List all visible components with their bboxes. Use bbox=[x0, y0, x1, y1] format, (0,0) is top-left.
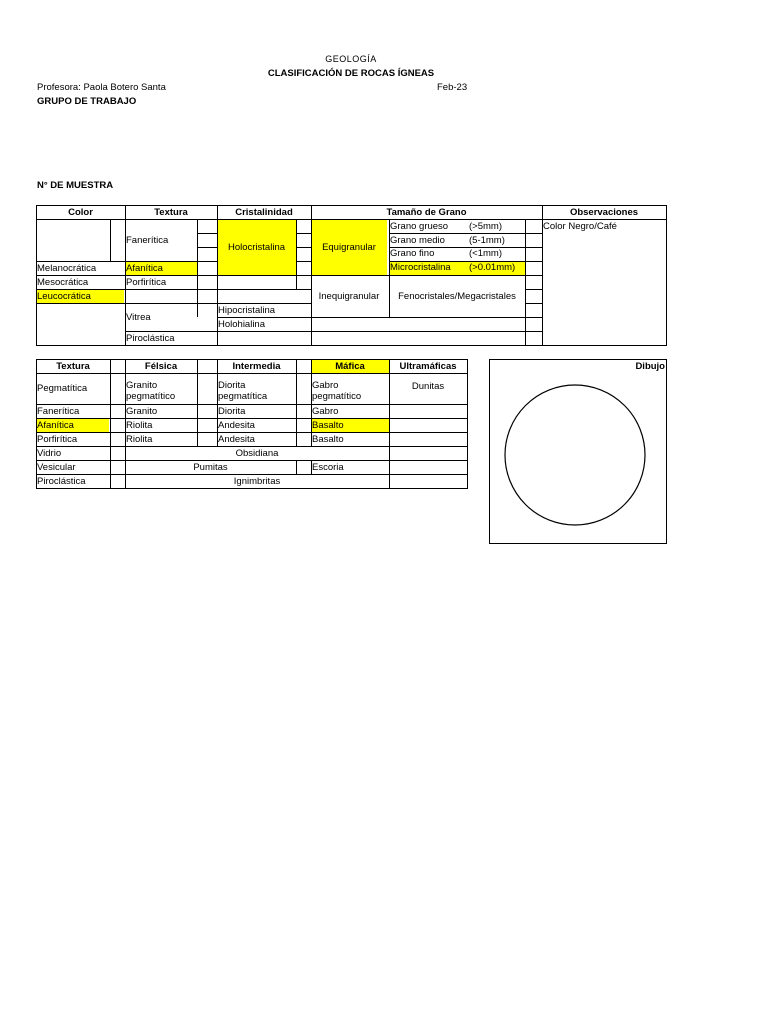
t2-obsidiana: Obsidiana bbox=[235, 447, 279, 459]
t2-granito: Granito bbox=[126, 405, 158, 417]
header-tamano-grano: Tamaño de Grano bbox=[386, 206, 467, 218]
t2-diorita: Diorita bbox=[218, 405, 246, 417]
t2-header-intermedia: Intermedia bbox=[232, 360, 281, 372]
t2-header-felsica: Félsica bbox=[144, 360, 178, 372]
t2-afanitica: Afanítica bbox=[37, 419, 74, 431]
sample-number-label: N° DE MUESTRA bbox=[37, 180, 114, 191]
observaciones-value: Color Negro/Café bbox=[543, 221, 617, 232]
header-color: Color bbox=[68, 206, 93, 218]
t2-andesita-2: Andesita bbox=[218, 433, 255, 445]
t2-header-mafica: Máfica bbox=[335, 360, 365, 372]
tamano-equigranular: Equigranular bbox=[322, 242, 376, 253]
document-title: CLASIFICACIÓN DE ROCAS ÍGNEAS bbox=[267, 68, 435, 79]
grano-medio: Grano medio bbox=[390, 235, 445, 246]
t2-porfiritica: Porfirítica bbox=[37, 433, 78, 445]
microcristalina-size: (>0.01mm) bbox=[469, 262, 516, 273]
t2-header-ultramaficas: Ultramáficas bbox=[399, 360, 457, 372]
t2-diorita-pegmatitica: Diorita pegmatítica bbox=[218, 380, 268, 402]
t2-header-textura: Textura bbox=[56, 360, 90, 372]
t2-basalto: Basalto bbox=[312, 419, 344, 431]
t2-piroclastica: Piroclástica bbox=[37, 475, 86, 487]
t2-gabro-pegmatitico: Gabro pegmatítico bbox=[312, 380, 362, 402]
t2-riolita: Riolita bbox=[126, 419, 153, 431]
t2-pegmatitica: Pegmatítica bbox=[37, 383, 88, 394]
fenocristales-megacristales: Fenocristales/Megacristales bbox=[398, 290, 516, 302]
drawing-circle bbox=[490, 360, 666, 543]
t2-vesicular: Vesicular bbox=[37, 461, 76, 473]
textura-faneritica: Fanerítica bbox=[126, 234, 169, 246]
textura-piroclastica: Piroclástica bbox=[126, 332, 175, 344]
drawing-box[interactable] bbox=[489, 359, 667, 544]
t2-dunitas: Dunitas bbox=[411, 381, 445, 392]
cristalinidad-hipocristalina: Hipocristalina bbox=[218, 304, 276, 316]
t2-escoria: Escoria bbox=[312, 461, 344, 473]
header-cristalinidad: Cristalinidad bbox=[235, 206, 293, 218]
grano-fino: Grano fino bbox=[390, 248, 435, 259]
grano-grueso: Grano grueso bbox=[390, 221, 449, 232]
grano-fino-size: (<1mm) bbox=[469, 248, 502, 259]
tamano-inequigranular: Inequigranular bbox=[318, 290, 380, 302]
cristalinidad-holocristalina: Holocristalina bbox=[227, 242, 286, 253]
header-textura: Textura bbox=[154, 206, 188, 218]
textura-vitrea: Vitrea bbox=[126, 311, 151, 323]
microcristalina: Microcristalina bbox=[390, 262, 451, 273]
t2-basalto-2: Basalto bbox=[312, 433, 344, 445]
teacher-name: Profesora: Paola Botero Santa bbox=[37, 82, 166, 93]
t2-ignimbritas: Ignimbritas bbox=[233, 475, 281, 487]
textura-afanitica: Afanítica bbox=[126, 262, 163, 274]
t2-andesita: Andesita bbox=[218, 419, 255, 431]
color-leucocratica: Leucocrática bbox=[37, 290, 91, 302]
drawing-label: Dibujo bbox=[635, 361, 665, 372]
textura-porfiritica: Porfirítica bbox=[126, 276, 167, 288]
header-observaciones: Observaciones bbox=[569, 206, 639, 218]
t2-vidrio: Vidrio bbox=[37, 447, 62, 459]
t2-faneritica: Fanerítica bbox=[37, 405, 80, 417]
work-group-label: GRUPO DE TRABAJO bbox=[37, 96, 137, 107]
subject-title: GEOLOGÍA bbox=[325, 54, 377, 64]
t2-pumitas: Pumitas bbox=[193, 461, 228, 473]
t2-riolita-2: Riolita bbox=[126, 433, 153, 445]
cristalinidad-holohialina: Holohialina bbox=[218, 318, 266, 330]
grano-grueso-size: (>5mm) bbox=[469, 221, 502, 232]
color-mesocratica: Mesocrática bbox=[37, 276, 89, 288]
t2-gabro: Gabro bbox=[312, 405, 339, 417]
t2-granito-pegmatitico: Granito pegmatítico bbox=[126, 380, 176, 402]
grano-medio-size: (5-1mm) bbox=[469, 235, 505, 246]
color-melanocratica: Melanocrática bbox=[37, 262, 97, 274]
document-date: Feb-23 bbox=[437, 82, 468, 93]
